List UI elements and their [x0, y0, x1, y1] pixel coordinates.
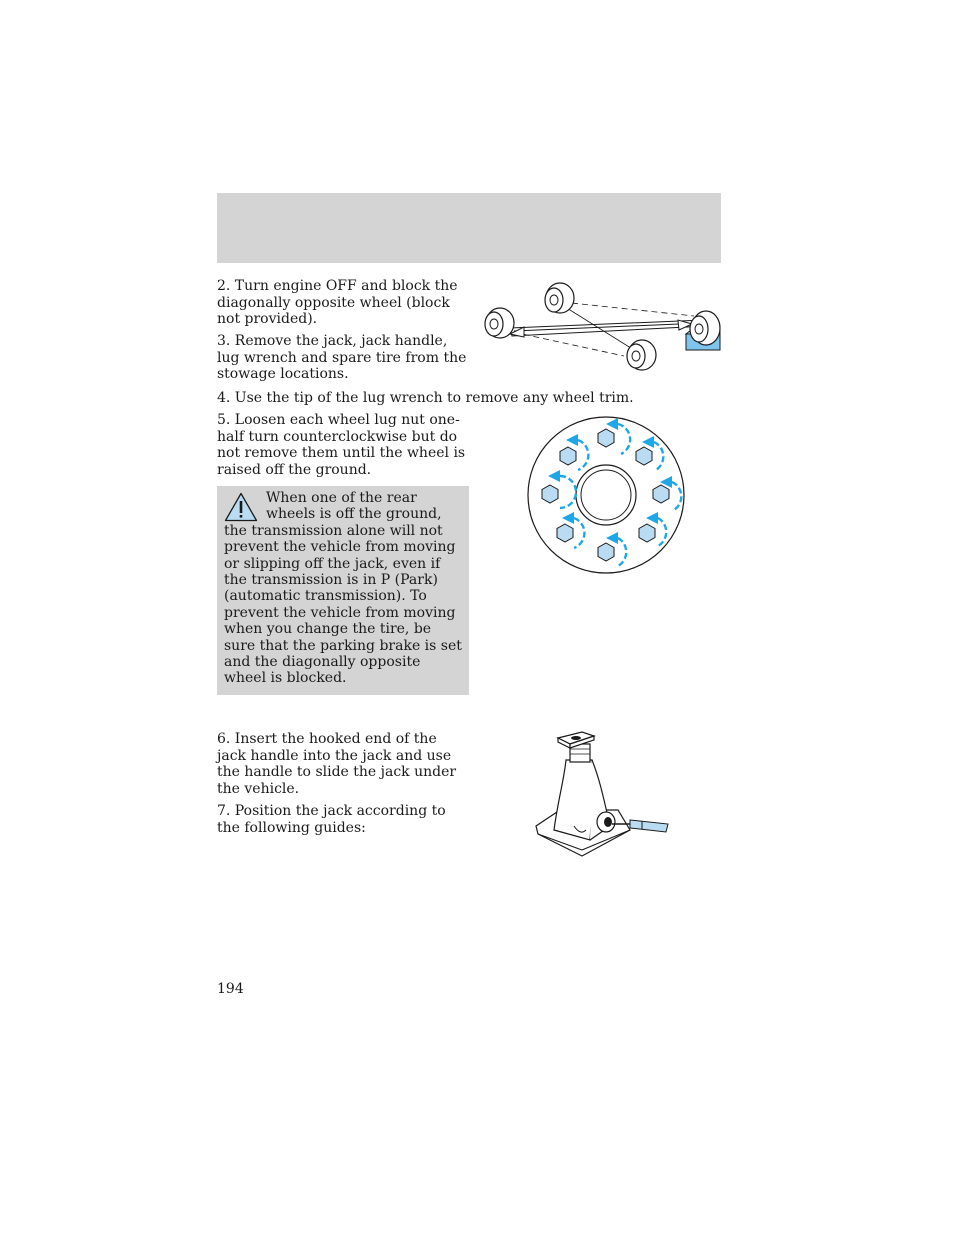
warning-box [217, 486, 469, 695]
lug-nut-top-left [560, 447, 576, 465]
lug-nut-top-right [636, 447, 652, 465]
step-4-text: 4. Use the tip of the lug wrench to remove any wheel trim. [217, 390, 634, 406]
step-5-text: 5. Loosen each wheel lug nut one-half turn counterclockwise but do not remove them until the wheel is raised off the ground. [217, 412, 466, 478]
step-6-text: 6. Insert the hooked end of the jack handle into the jack and use the handle to slide the jack under the vehicle. [217, 731, 457, 797]
lug-nut-bottom-left [557, 524, 573, 542]
lug-nut-left [542, 485, 558, 503]
jack-handle-diagram [530, 730, 672, 860]
lug-nut-right [653, 485, 669, 503]
step-7-text: 7. Position the jack according to the following guides: [217, 803, 446, 836]
lug-nut-top [598, 429, 614, 447]
warning-text: When one of the rear wheels is off the ground, the transmission alone will not prevent the vehicle from moving or slipping off the jack, even if the transmission is in P (Park) (automatic transmission). To prevent the vehicle from moving when you change the tire, be sure that the parking brake is set and the diagonally opposite wheel is blocked. [224, 490, 462, 687]
lug-nut-bottom [598, 543, 614, 561]
lug-nut-diagram [526, 414, 688, 576]
warning-triangle-icon [224, 492, 258, 522]
step-2-text: 2. Turn engine OFF and block the diagonally opposite wheel (block not provided). [217, 278, 458, 327]
step-3-text: 3. Remove the jack, jack handle, lug wrench and spare tire from the stowage locations. [217, 333, 467, 382]
page-number: 194 [217, 981, 244, 997]
lug-nut-bottom-right [639, 524, 655, 542]
header-band [217, 193, 721, 263]
wheel-blocking-diagram [474, 278, 726, 378]
